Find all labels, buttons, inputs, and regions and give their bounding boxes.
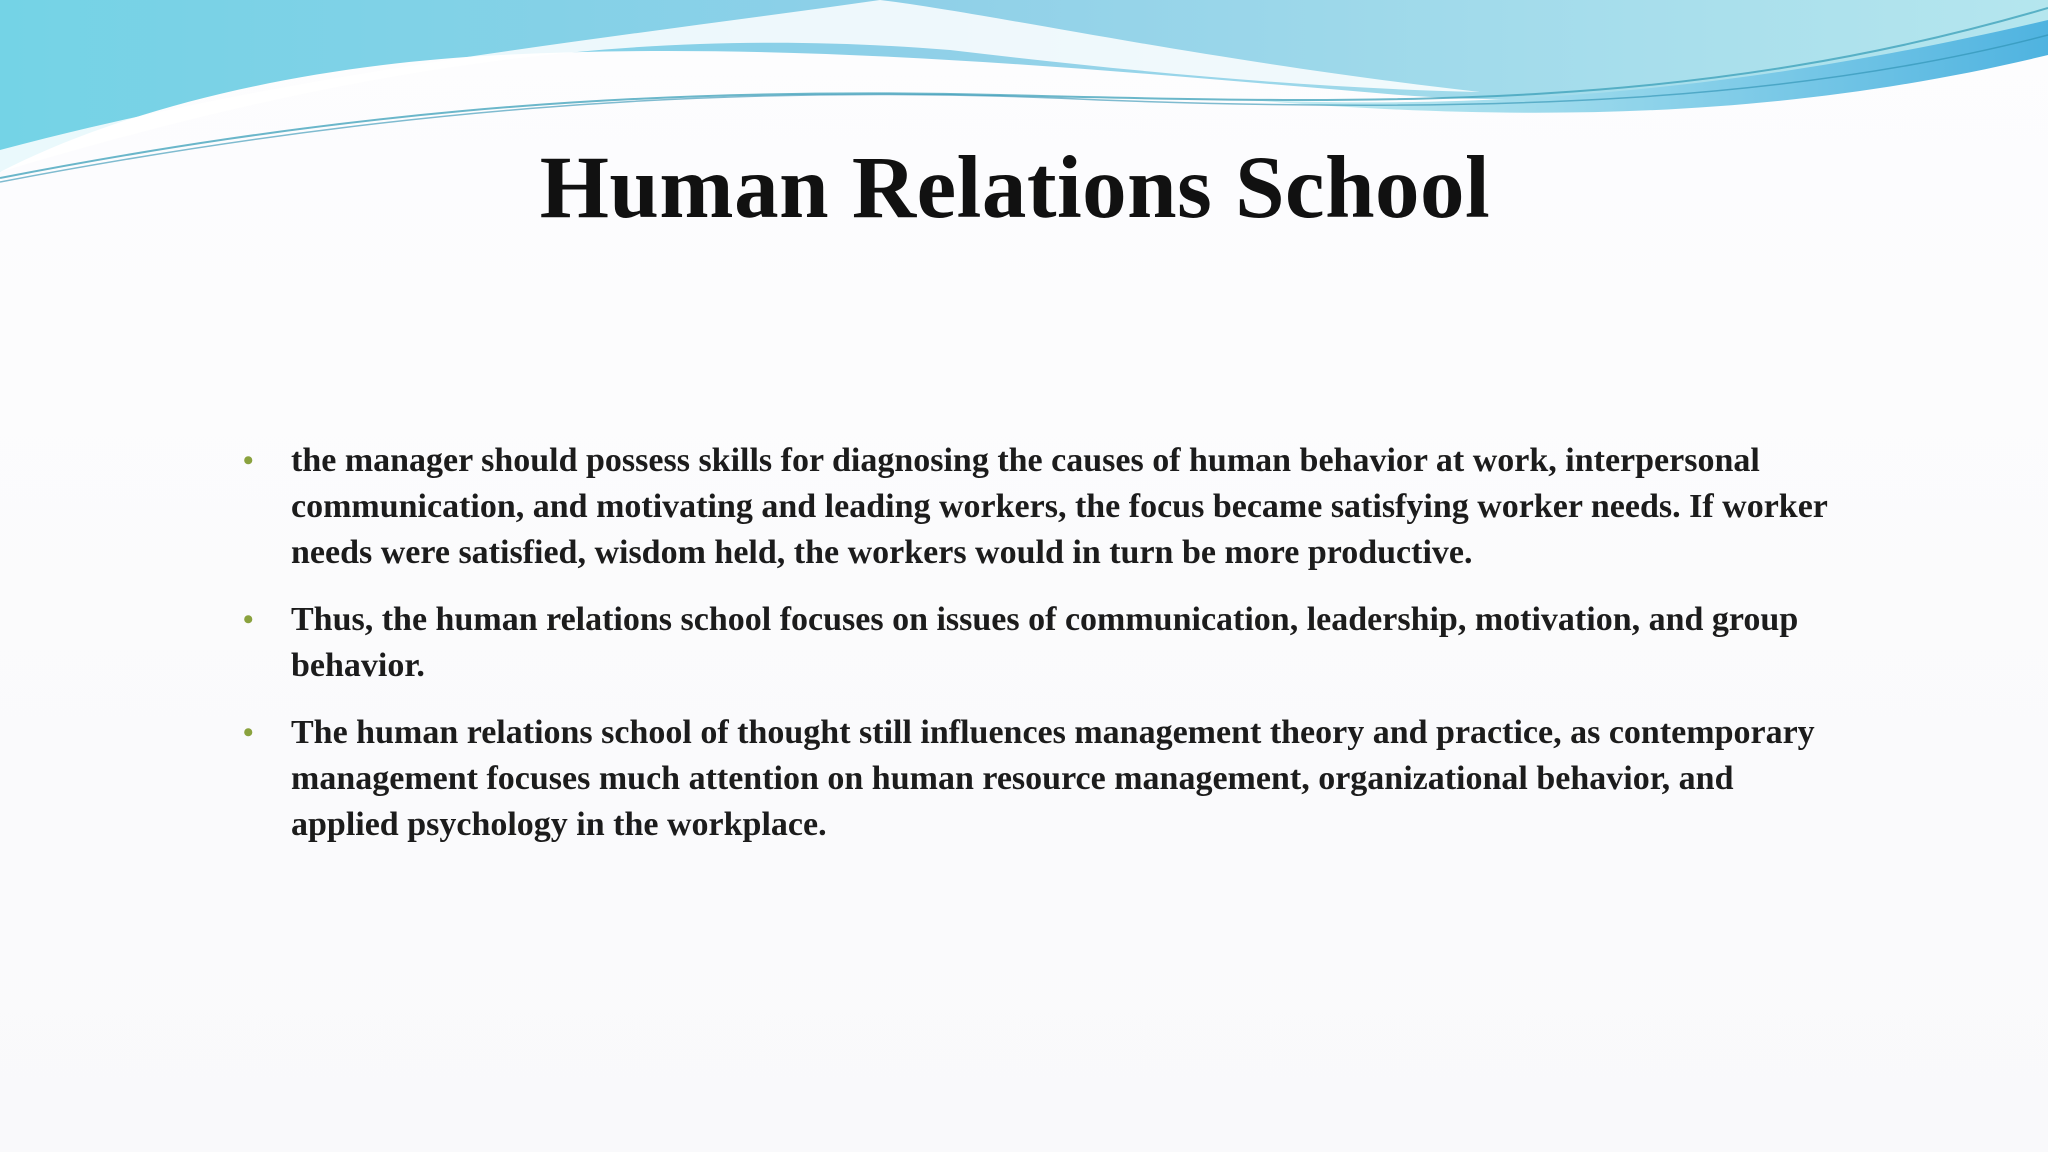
bullet-text: the manager should possess skills for diagnosing the causes of human behavior at work, interpersonal communication, and motivating and leading workers, the focus became satisfying worker needs. If worker needs were satisfied, wisdom held, the workers would in turn be more productive. [291,442,1828,571]
bullet-item [240,597,1840,689]
bullet-dot-icon: • [243,603,254,636]
slide-title: Human Relations School [539,139,1491,237]
bullet-item [240,710,1840,848]
bullet-list [240,438,1840,869]
bullet-item [240,438,1840,576]
bullet-dot-icon: • [243,716,254,749]
bullet-dot-icon: • [243,444,254,477]
bullet-text: Thus, the human relations school focuses on issues of communication, leadership, motivation, and group behavior. [291,601,1799,684]
bullet-text: The human relations school of thought still influences management theory and practice, as contemporary management focuses much attention on human resource management, organizational behavior, and applied psychology in the workplace. [291,714,1815,843]
